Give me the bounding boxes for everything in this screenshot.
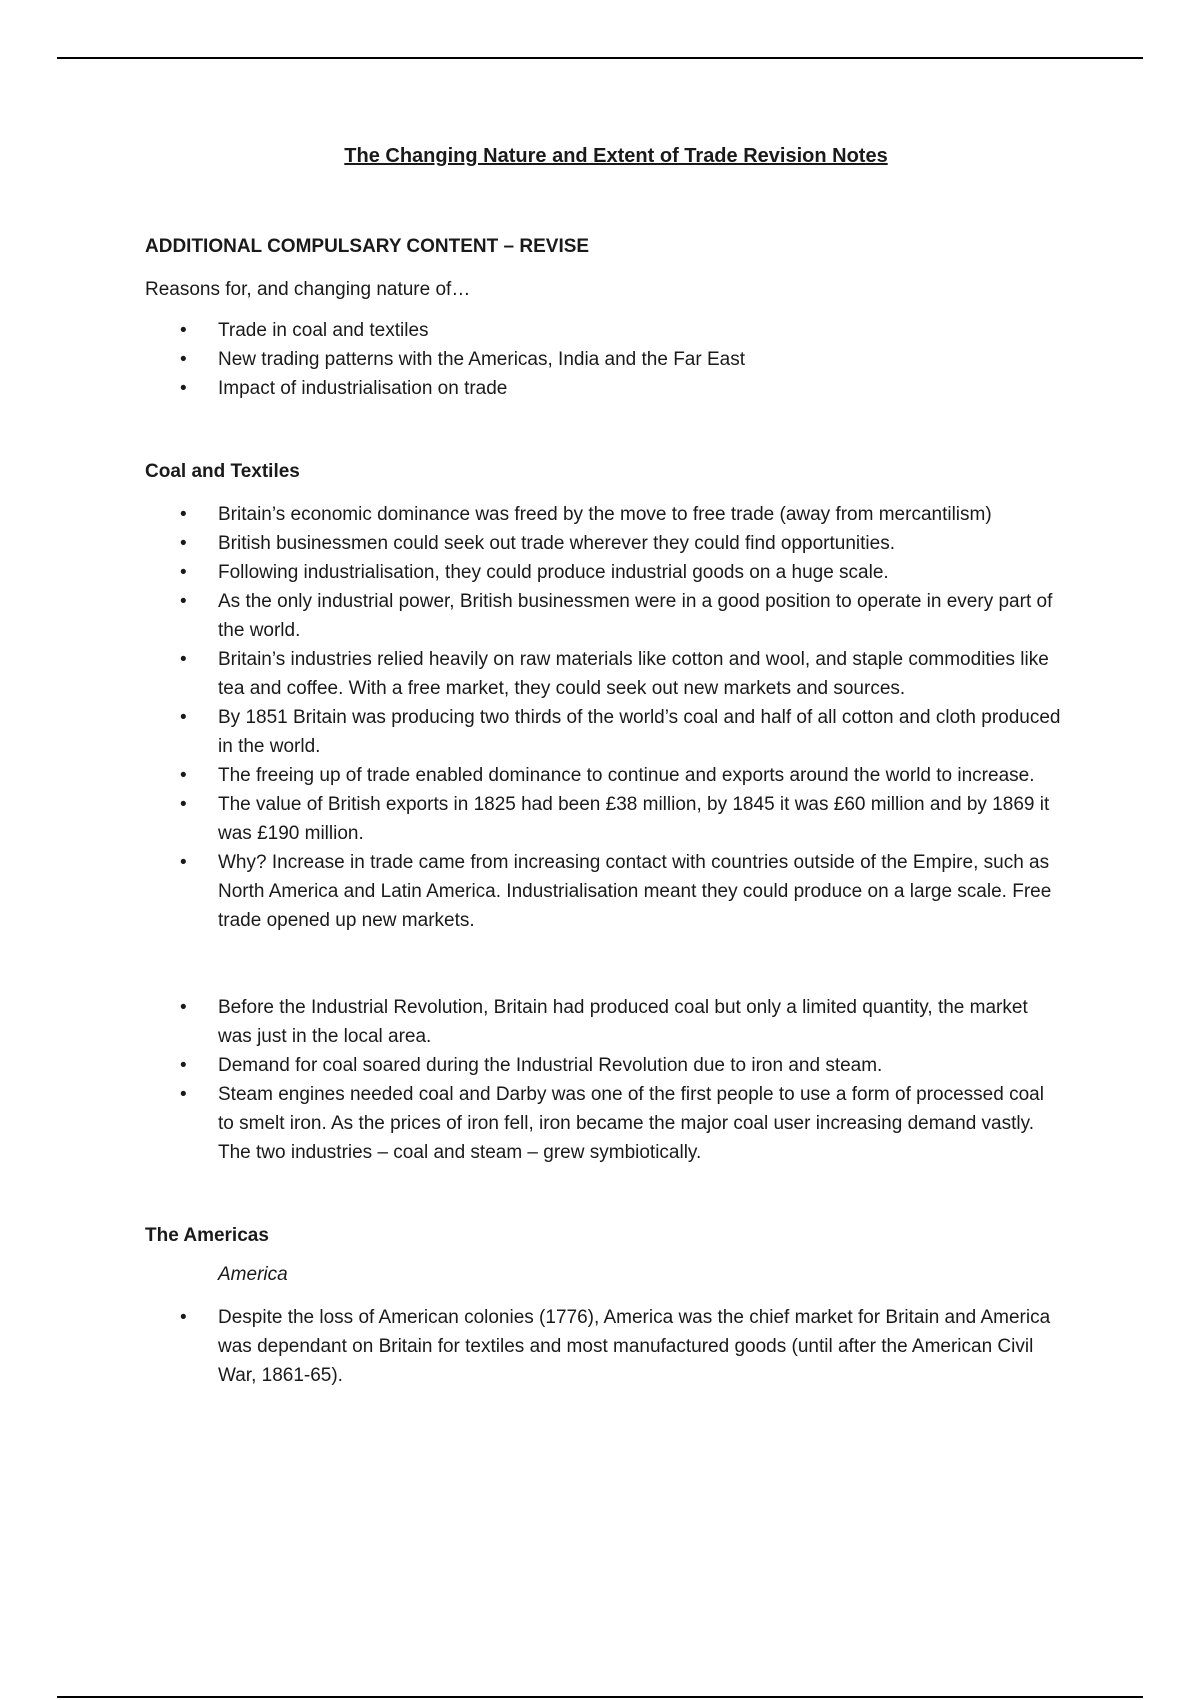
bullet-icon: • [180,562,187,583]
bullet-icon: • [180,794,187,815]
bullet-icon: • [180,649,187,670]
bullet-icon: • [180,533,187,554]
intro-text: Reasons for, and changing nature of… [145,279,471,300]
list-item: • Why? Increase in trade came from increasing contact with countries outside of the Empire, such as North America and Latin America. Industrialisation meant they could produce on a large scale. Free trade opened up new markets. [145,848,1065,935]
list-item: • Britain’s economic dominance was freed by the move to free trade (away from mercantilism) [145,500,1065,529]
coal-bullet-list [145,500,1065,935]
list-item: • Steam engines needed coal and Darby was one of the first people to use a form of processed coal to smelt iron. As the prices of iron fell, iron became the major coal user increasing demand vastly. The two industries – coal and steam – grew symbiotically. [145,1080,1065,1167]
list-item: • The freeing up of trade enabled dominance to continue and exports around the world to increase. [145,761,1065,790]
document-title: The Changing Nature and Extent of Trade Revision Notes [344,145,888,167]
coal-textiles-heading: Coal and Textiles [145,461,300,482]
intro-bullet-list [145,316,1065,403]
list-item: • Following industrialisation, they could produce industrial goods on a huge scale. [145,558,1065,587]
bullet-icon: • [180,1307,187,1328]
list-item: • By 1851 Britain was producing two thirds of the world’s coal and half of all cotton and cloth produced in the world. [145,703,1065,761]
bullet-icon: • [180,997,187,1018]
list-item: • Trade in coal and textiles [145,316,1065,345]
list-item: • The value of British exports in 1825 had been £38 million, by 1845 it was £60 million and by 1869 it was £190 million. [145,790,1065,848]
bullet-icon: • [180,1055,187,1076]
bullet-icon: • [180,852,187,873]
list-item: • Impact of industrialisation on trade [145,374,1065,403]
americas-heading: The Americas [145,1225,269,1246]
bullet-icon: • [180,591,187,612]
list-item: • British businessmen could seek out trade wherever they could find opportunities. [145,529,1065,558]
list-item: • Despite the loss of American colonies (1776), America was the chief market for Britain and America was dependant on Britain for textiles and most manufactured goods (until after the American Civil War, 1861-65). [145,1303,1065,1390]
document-body [145,145,1065,1390]
america-subheading: America [218,1264,288,1285]
list-item: • Demand for coal soared during the Industrial Revolution due to iron and steam. [145,1051,1065,1080]
coal-bullet-list-2 [145,993,1065,1167]
list-item: • As the only industrial power, British businessmen were in a good position to operate in every part of the world. [145,587,1065,645]
list-item: • Before the Industrial Revolution, Britain had produced coal but only a limited quantity, the market was just in the local area. [145,993,1065,1051]
bullet-icon: • [180,1084,187,1105]
compulsory-heading: ADDITIONAL COMPULSARY CONTENT – REVISE [145,236,590,257]
list-item: • Britain’s industries relied heavily on raw materials like cotton and wool, and staple commodities like tea and coffee. With a free market, they could seek out new markets and sources. [145,645,1065,703]
america-bullet-list [145,1303,1065,1390]
top-rule [57,57,1143,59]
bullet-icon: • [180,349,187,370]
bottom-rule [57,1696,1143,1698]
bullet-icon: • [180,320,187,341]
list-item: • New trading patterns with the Americas, India and the Far East [145,345,1065,374]
bullet-icon: • [180,765,187,786]
bullet-icon: • [180,378,187,399]
bullet-icon: • [180,504,187,525]
bullet-icon: • [180,707,187,728]
